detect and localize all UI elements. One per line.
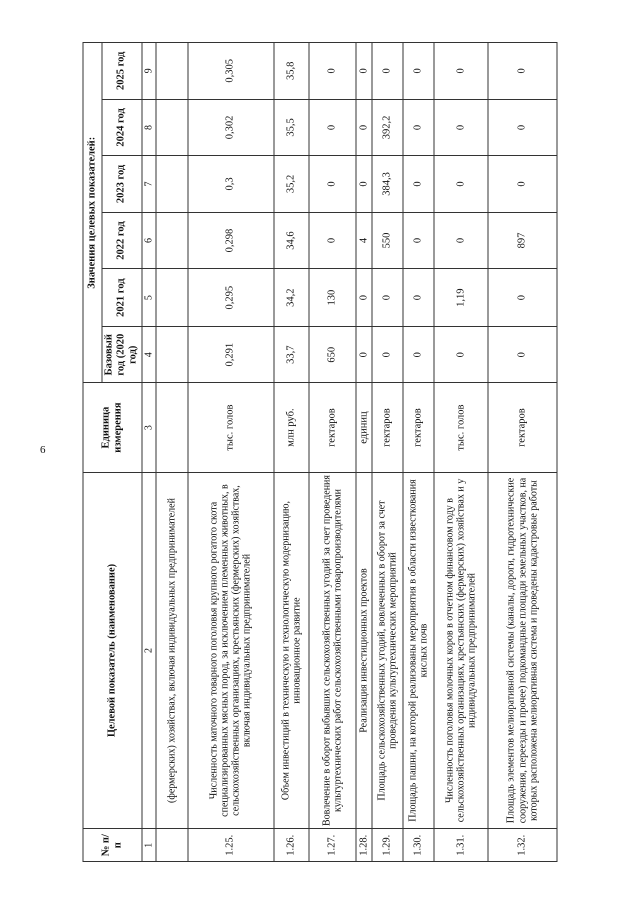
header-name: Целевой показатель (наименование) <box>83 472 142 829</box>
row-value: 0 <box>488 99 557 156</box>
row-name: (фермерских) хозяйствах, включая индивидуальных предпринимателей <box>156 472 187 829</box>
row-value <box>156 212 187 269</box>
row-name: Площадь пашни, на которой реализованы мероприятия в области известкования кислых почв <box>403 472 434 829</box>
row-value: 0 <box>372 43 403 100</box>
row-value: 0 <box>309 99 356 156</box>
header-unit: Единица измерения <box>83 383 142 472</box>
row-value: 392,2 <box>372 99 403 156</box>
row-value: 33,7 <box>274 326 309 383</box>
row-value: 0 <box>403 156 434 213</box>
row-unit: гектаров <box>403 383 434 472</box>
row-value: 0 <box>356 326 372 383</box>
row-name: Численность поголовья молочных коров в отчетном финансовом году в сельскохозяйственных организациях, крестьянских (фермерских) хозяйствах и у индивидуальных предпринимателей <box>434 472 488 829</box>
page-number: 6 <box>40 444 46 456</box>
row-unit: гектаров <box>309 383 356 472</box>
row-value: 0,298 <box>188 212 274 269</box>
col-number: 2 <box>142 472 157 829</box>
table-row <box>274 43 309 862</box>
row-name: Вовлечение в оборот выбывших сельскохозяйственных угодий за счет проведения культуртехнических работ сельскохозяйственными товаропроизводителями <box>309 472 356 829</box>
row-value: 0 <box>403 212 434 269</box>
col-number: 8 <box>142 99 157 156</box>
row-value: 34,2 <box>274 269 309 327</box>
row-unit: единиц <box>356 383 372 472</box>
row-unit: гектаров <box>372 383 403 472</box>
row-value: 0 <box>403 326 434 383</box>
table-row <box>372 43 403 862</box>
row-value: 0 <box>356 156 372 213</box>
row-name: Площадь сельскохозяйственных угодий, вовлеченных в оборот за счет проведения культуртехнических мероприятий <box>372 472 403 829</box>
col-number: 3 <box>142 383 157 472</box>
row-value: 130 <box>309 269 356 327</box>
col-number: 6 <box>142 212 157 269</box>
row-name: Численность маточного товарного поголовья крупного рогатого скота специализированных мясных пород, за исключением племенных животных, в сельскохозяйственных организациях, крестьянских (фермерских) хозяйствах, включая индивидуальных предпринимателей <box>188 472 274 829</box>
row-value: 0 <box>356 43 372 100</box>
row-num <box>156 829 187 862</box>
row-num: 1.28. <box>356 829 372 862</box>
row-value: 550 <box>372 212 403 269</box>
row-value: 0 <box>356 269 372 327</box>
row-value: 0,3 <box>188 156 274 213</box>
row-value: 0,291 <box>188 326 274 383</box>
row-value: 34,6 <box>274 212 309 269</box>
col-number: 4 <box>142 326 157 383</box>
row-value: 0 <box>403 99 434 156</box>
row-value: 650 <box>309 326 356 383</box>
row-value <box>156 99 187 156</box>
column-number-row <box>142 43 157 862</box>
header-year: 2021 год <box>102 269 142 327</box>
table-row <box>488 43 557 862</box>
row-value: 384,3 <box>372 156 403 213</box>
row-unit: млн руб. <box>274 383 309 472</box>
row-value: 0,295 <box>188 269 274 327</box>
row-value: 0 <box>488 43 557 100</box>
row-value: 0 <box>488 269 557 327</box>
row-num: 1.26. <box>274 829 309 862</box>
row-value <box>156 326 187 383</box>
col-number: 5 <box>142 269 157 327</box>
row-value <box>156 43 187 100</box>
row-value: 897 <box>488 212 557 269</box>
table-row <box>156 43 187 862</box>
targets-table <box>83 42 558 862</box>
row-num: 1.30. <box>403 829 434 862</box>
header-targets: Значения целевых показателей: <box>83 43 102 383</box>
table-row <box>188 43 274 862</box>
header-year: 2023 год <box>102 156 142 213</box>
row-unit: тыс. голов <box>188 383 274 472</box>
row-num: 1.31. <box>434 829 488 862</box>
header-year: 2022 год <box>102 212 142 269</box>
row-value: 0 <box>434 212 488 269</box>
header-year: 2024 год <box>102 99 142 156</box>
row-value: 0 <box>434 99 488 156</box>
row-value: 0 <box>309 212 356 269</box>
row-unit <box>156 383 187 472</box>
col-number: 7 <box>142 156 157 213</box>
row-value: 35,2 <box>274 156 309 213</box>
header-year: 2025 год <box>102 43 142 100</box>
table-row <box>403 43 434 862</box>
row-num: 1.27. <box>309 829 356 862</box>
row-name: Реализация инвестиционных проектов <box>356 472 372 829</box>
row-value: 0 <box>372 326 403 383</box>
row-value: 0 <box>434 326 488 383</box>
row-value: 0 <box>372 269 403 327</box>
row-value: 0,302 <box>188 99 274 156</box>
row-value: 0,305 <box>188 43 274 100</box>
row-unit: гектаров <box>488 383 557 472</box>
row-name: Площадь элементов мелиоративной системы (каналы, дороги, гидротехнические сооружения, переезды и прочее) подкомандные площади земельных участков, на которых расположена мелиоративная система и проведены кадастровые работы <box>488 472 557 829</box>
row-value: 0 <box>309 156 356 213</box>
row-num: 1.32. <box>488 829 557 862</box>
row-value: 35,8 <box>274 43 309 100</box>
col-number: 9 <box>142 43 157 100</box>
row-value: 0 <box>488 156 557 213</box>
row-value <box>156 156 187 213</box>
row-value: 0 <box>403 269 434 327</box>
row-value: 0 <box>434 156 488 213</box>
row-name: Объем инвестиций в техническую и технологическую модернизацию, инновационное развитие <box>274 472 309 829</box>
row-unit: тыс. голов <box>434 383 488 472</box>
row-value: 1,19 <box>434 269 488 327</box>
row-num: 1.25. <box>188 829 274 862</box>
row-value <box>156 269 187 327</box>
row-num: 1.29. <box>372 829 403 862</box>
rotated-table-container <box>83 42 558 862</box>
table-row <box>356 43 372 862</box>
header-num: № п/п <box>83 829 142 862</box>
table-row <box>434 43 488 862</box>
row-value: 4 <box>356 212 372 269</box>
row-value: 0 <box>488 326 557 383</box>
table-row <box>309 43 356 862</box>
row-value: 0 <box>434 43 488 100</box>
row-value: 0 <box>356 99 372 156</box>
col-number: 1 <box>142 829 157 862</box>
row-value: 0 <box>403 43 434 100</box>
header-base-year: Базовый год (2020 год) <box>102 326 142 383</box>
row-value: 35,5 <box>274 99 309 156</box>
row-value: 0 <box>309 43 356 100</box>
header-row-top <box>83 43 102 862</box>
